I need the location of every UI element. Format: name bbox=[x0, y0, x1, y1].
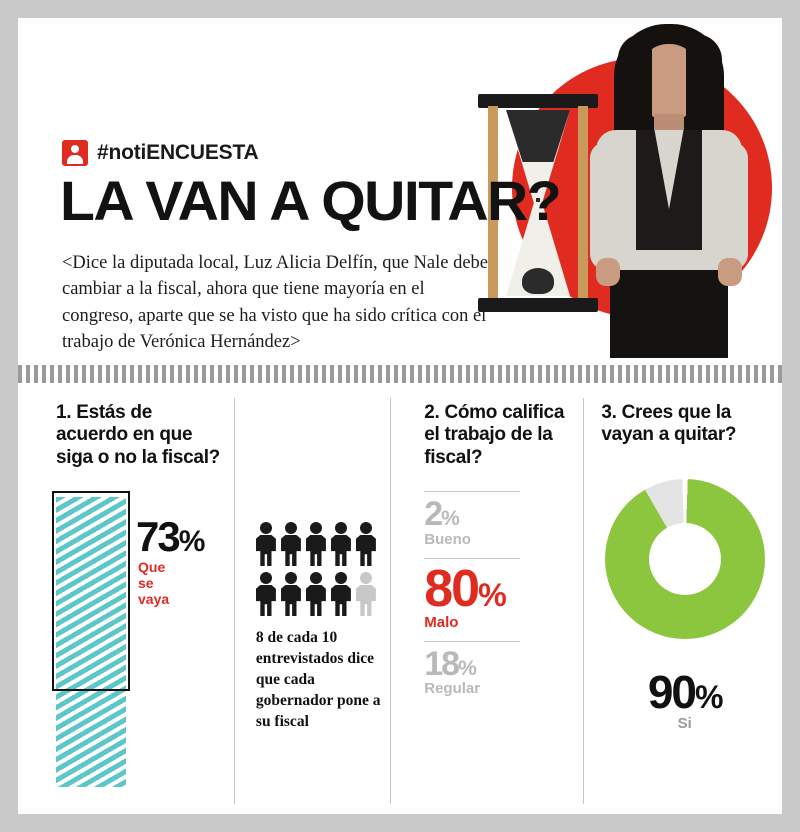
person-icon bbox=[331, 572, 351, 616]
question-2-title: 2. Cómo califica el trabajo de la fiscal? bbox=[424, 402, 565, 468]
person-icon bbox=[331, 522, 351, 566]
answer-regular-value: 18% bbox=[424, 644, 476, 683]
deck-text: <Dice la diputada local, Luz Alicia Delfín, que Nale debe cambiar a la fiscal, ahora que tiene mayoría en el congreso, aparte que se ha visto que ha sido crítica con el trabajo de Verónica Hernández> bbox=[62, 253, 488, 352]
bar-highlight-outline bbox=[52, 491, 130, 691]
pictogram-row bbox=[256, 572, 396, 616]
person-icon bbox=[281, 522, 301, 566]
politician-photo bbox=[574, 18, 764, 358]
pictogram-chart bbox=[256, 522, 396, 733]
infographic-page bbox=[18, 18, 782, 814]
answer-malo-label: Malo bbox=[424, 613, 459, 631]
question-2-column bbox=[410, 402, 587, 822]
brand-label: #notiENCUESTA bbox=[97, 141, 259, 164]
person-icon-inactive bbox=[356, 572, 376, 616]
answer-rule bbox=[424, 641, 520, 642]
answer-regular-label: Regular bbox=[424, 680, 481, 698]
person-icon bbox=[256, 572, 276, 616]
divider-band bbox=[18, 364, 782, 384]
person-icon bbox=[306, 572, 326, 616]
pictogram-row bbox=[256, 522, 396, 566]
question-1b-column bbox=[242, 402, 410, 822]
person-icon bbox=[356, 522, 376, 566]
person-icon bbox=[256, 522, 276, 566]
question-3-title: 3. Crees que la vayan a quitar? bbox=[601, 402, 737, 446]
brand-line bbox=[62, 140, 259, 166]
question-3-value: 90% bbox=[647, 665, 722, 718]
question-3-label: Si bbox=[677, 714, 692, 732]
header bbox=[18, 18, 782, 358]
page-title: LA VAN A QUITAR? bbox=[60, 169, 561, 232]
question-1-label: Que se vaya bbox=[138, 559, 170, 608]
person-icon bbox=[281, 572, 301, 616]
person-icon bbox=[306, 522, 326, 566]
answer-bueno-value: 2% bbox=[424, 495, 459, 534]
question-1-title: 1. Estás de acuerdo en que siga o no la fiscal? bbox=[56, 402, 220, 468]
question-1-column bbox=[18, 402, 242, 822]
answer-rule bbox=[424, 558, 520, 559]
question-3-donut-chart bbox=[605, 479, 765, 639]
question-1-value: 73% bbox=[136, 513, 204, 561]
results-area bbox=[18, 384, 782, 822]
question-2-answers bbox=[424, 491, 573, 697]
user-icon bbox=[62, 140, 88, 166]
question-1-bar-chart bbox=[56, 497, 204, 787]
pictogram-caption: 8 de cada 10 entrevistados dice que cada gobernador pone a su fiscal bbox=[255, 629, 381, 730]
answer-bueno-label: Bueno bbox=[424, 530, 471, 548]
answer-malo-value: 80% bbox=[424, 559, 506, 618]
question-3-column bbox=[587, 402, 782, 822]
answer-rule bbox=[424, 491, 520, 492]
